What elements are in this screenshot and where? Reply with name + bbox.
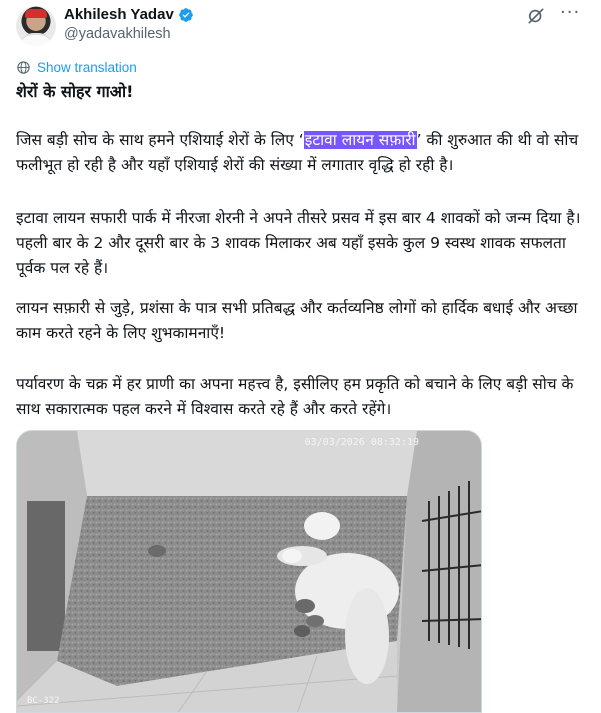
post-header [16,2,586,46]
post-paragraph-3: लायन सफ़ारी से जुड़े, प्रशंसा के पात्र सभी प्रतिबद्ध और कर्तव्यनिष्ठ लोगों को हार्दिक बधाई और अच्छा काम करते रहने के लिए शुभकामनाएँ! [16,299,578,342]
p1-highlighted-text: इटावा लायन सफ़ारी [304,131,416,149]
post-paragraph-1 [16,128,584,178]
p1-text-after: ’ की शुरुआत की थी वो सोच फलीभूत हो रही है और यहाँ एशियाई शेरों की संख्या में लगातार वृद्धि हो रही है। [16,131,579,174]
show-translation[interactable] [16,60,137,75]
post-headline: शेरों के सोहर गाओ! [16,82,134,101]
post-paragraph-2: इटावा लायन सफारी पार्क में नीरजा शेरनी ने अपने तीसरे प्रसव में इस बार 4 शावकों को जन्म दिया है। पहली बार के 2 और दूसरी बार के 3 शावक मिलाकर अब यहाँ इसके कुल 9 स्वस्थ शावक सफलता पूर्वक पल रहे हैं। [16,209,581,277]
post-media-image[interactable] [16,430,482,713]
grok-icon[interactable] [526,6,546,26]
camera-id-label: BC-322 [27,696,60,706]
camera-timestamp: 03/03/2026 08:32:19 [304,437,419,448]
avatar-cap [25,9,47,18]
post-paragraph-4: पर्यावरण के चक्र में हर प्राणी का अपना महत्त्व है, इसीलिए हम प्रकृति को बचाने के लिए बड़ी सोच के साथ सकारात्मक पहल करने में विश्वास करते रहे हैं और करते रहेंगे। [16,375,574,418]
cctv-lion-enclosure-image [17,431,482,713]
avatar-shirt [21,33,51,46]
author-name[interactable]: Akhilesh Yadav [64,6,174,23]
more-options-icon[interactable]: ··· [560,2,581,23]
p1-text-before: जिस बड़ी सोच के साथ हमने एशियाई शेरों के लिए ‘ [16,131,304,149]
author-name-line [64,6,194,23]
verified-badge-icon [178,7,194,23]
show-translation-label[interactable]: Show translation [37,60,137,75]
globe-icon [16,60,31,75]
author-handle[interactable]: @yadavakhilesh [64,26,171,42]
avatar[interactable] [16,6,56,46]
